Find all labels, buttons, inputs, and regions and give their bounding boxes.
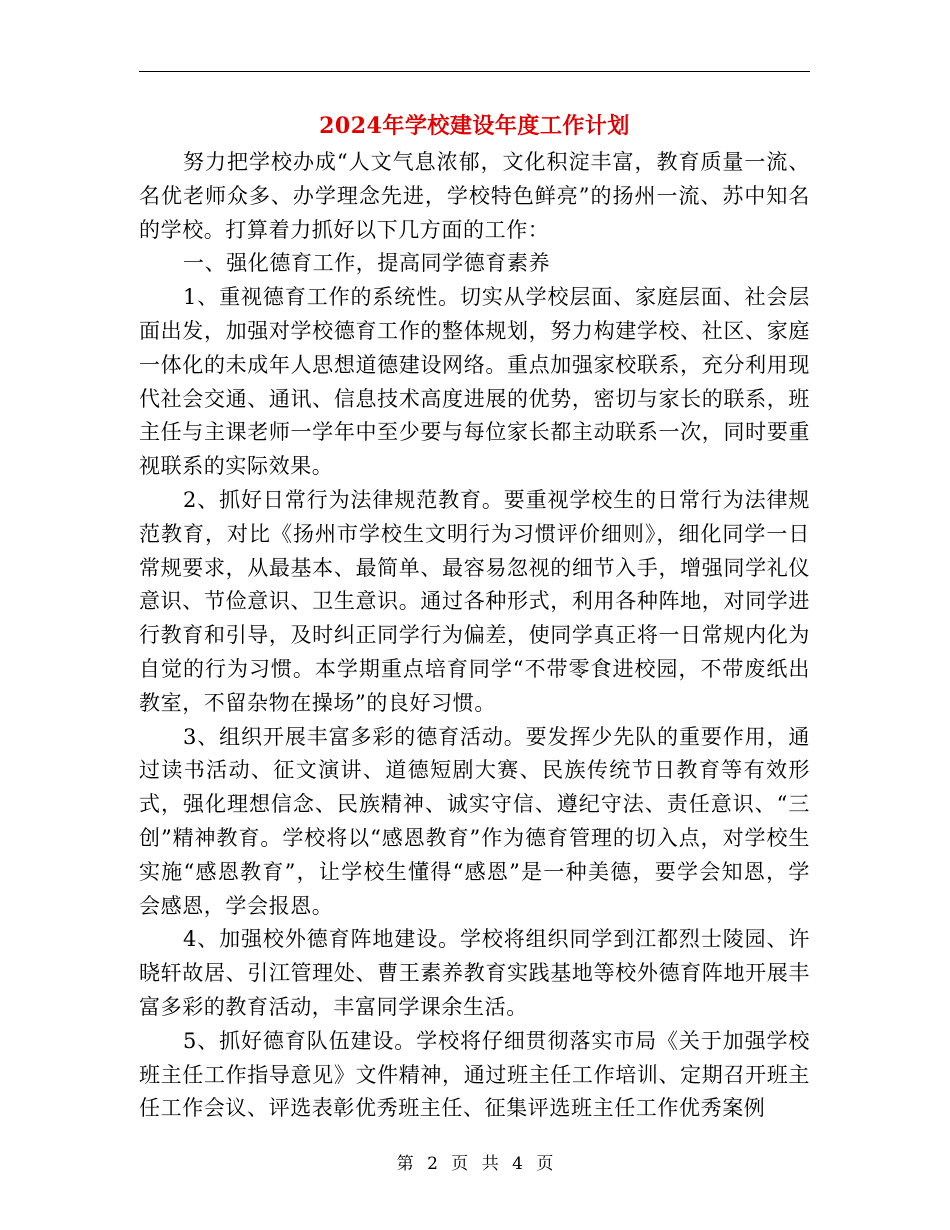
footer-total-prefix: 共 [481,1154,499,1174]
paragraph-item-1: 1、重视德育工作的系统性。切实从学校层面、家庭层面、社会层面出发，加强对学校德育工作的整体规划，努力构建学校、社区、家庭一体化的未成年人思想道德建设网络。重点加强家校联系，充分利用现代社会交通、通讯、信息技术高度进展的优势，密切与家长的联系，班主任与主课老师一学年中至少要与每位家长都主动联系一次，同时要重视联系的实际效果。 [139,285,810,479]
section-heading-1: 一、强化德育工作，提高同学德育素养 [183,251,551,276]
footer-total-suffix: 页 [536,1154,554,1174]
page-footer [0,1152,950,1176]
paragraph-intro: 努力把学校办成“人文气息浓郁，文化积淀丰富，教育质量一流、名优老师众多、办学理念先进，学校特色鲜亮”的扬州一流、苏中知名的学校。打算着力抓好以下几方面的工作： [139,150,810,242]
footer-total-pages: 4 [512,1154,523,1174]
footer-current-page: 2 [427,1154,438,1174]
paragraph-item-3: 3、组织开展丰富多彩的德育活动。要发挥少先队的重要作用，通过读书活动、征文演讲、道德短剧大赛、民族传统节日教育等有效形式，强化理想信念、民族精神、诚实守信、遵纪守法、责任意识、“三创”精神教育。学校将以“感恩教育”作为德育管理的切入点，对学校生实施“感恩教育”，让学校生懂得“感恩”是一种美德，要学会知恩，学会感恩，学会报恩。 [139,724,810,918]
paragraph-item-2: 2、抓好日常行为法律规范教育。要重视学校生的日常行为法律规范教育，对比《扬州市学校生文明行为习惯评价细则》，细化同学一日常规要求，从最基本、最简单、最容易忽视的细节入手，增强同学礼仪意识、节俭意识、卫生意识。通过各种形式，利用各种阵地，对同学进行教育和引导，及时纠正同学行为偏差，使同学真正将一日常规内化为自觉的行为习惯。本学期重点培育同学“不带零食进校园，不带废纸出教室，不留杂物在操场”的良好习惯。 [139,487,810,715]
footer-page-word: 页 [451,1154,469,1174]
footer-page-prefix: 第 [396,1154,414,1174]
paragraph-item-5: 5、抓好德育队伍建设。学校将仔细贯彻落实市局《关于加强学校班主任工作指导意见》文件精神，通过班主任工作培训、定期召开班主任工作会议、评选表彰优秀班主任、征集评选班主任工作优秀案例 [139,1028,810,1121]
document-title: 2024年学校建设年度工作计划 [319,113,630,139]
paragraph-item-4: 4、加强校外德育阵地建设。学校将组织同学到江都烈士陵园、许晓轩故居、引江管理处、曹王素养教育实践基地等校外德育阵地开展丰富多彩的教育活动，丰富同学课余生活。 [139,927,810,1019]
header-rule [139,71,810,72]
document-body [139,146,810,1126]
